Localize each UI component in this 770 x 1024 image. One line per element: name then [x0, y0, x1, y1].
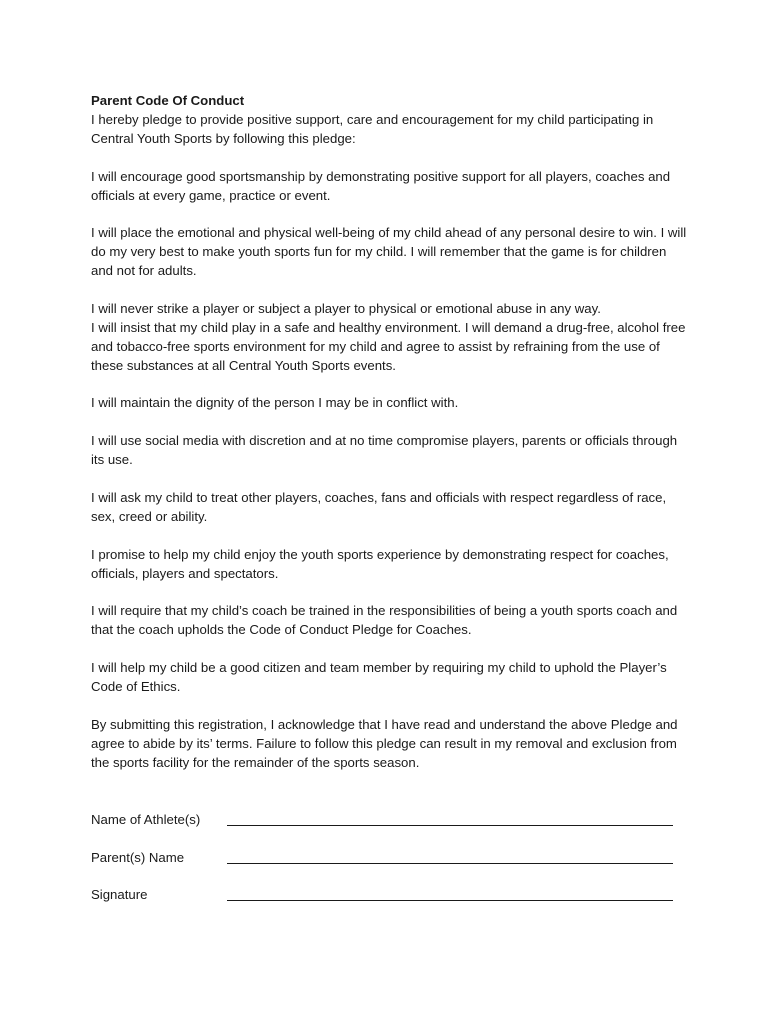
intro-paragraph: I hereby pledge to provide positive support, care and encouragement for my child participating in Central Youth Sports by following this pledge: — [91, 111, 654, 146]
document-body — [91, 92, 691, 922]
signature-fields — [91, 809, 691, 903]
pledge-paragraph: I promise to help my child enjoy the youth sports experience by demonstrating respect for coaches, officials, players and spectators. — [91, 546, 669, 581]
pledge-paragraph: I will place the emotional and physical well-being of my child ahead of any personal desire to win. I will do my very best to make youth sports fun for my child. I will remember that the game is for children and not for adults. — [91, 225, 687, 279]
parent-name-label: Parent(s) Name — [91, 849, 185, 865]
signature-label: Signature — [91, 887, 148, 903]
signature-row — [91, 884, 691, 903]
pledge-paragraph: I will require that my child’s coach be trained in the responsibilities of being a youth sports coach and that the coach upholds the Code of Conduct Pledge for Coaches. — [91, 603, 678, 638]
parent-name-field[interactable] — [227, 849, 673, 864]
pledge-line: I will insist that my child play in a safe and healthy environment. I will demand a drug-free, alcohol free and tobacco-free sports environment for my child and agree to assist by refraining from the use of these substances at all Central Youth Sports events. — [91, 319, 686, 373]
signature-field[interactable] — [227, 886, 673, 901]
athlete-name-label: Name of Athlete(s) — [91, 812, 201, 828]
athlete-name-row — [91, 809, 691, 828]
pledge-paragraph: I will maintain the dignity of the person I may be in conflict with. — [91, 395, 459, 411]
parent-name-row — [91, 847, 691, 866]
pledge-paragraph: I will ask my child to treat other players, coaches, fans and officials with respect regardless of race, sex, creed or ability. — [91, 489, 667, 524]
athlete-name-field[interactable] — [227, 811, 673, 826]
pledge-group — [91, 300, 691, 376]
pledge-paragraph: I will help my child be a good citizen and team member by requiring my child to uphold the Player’s Code of Ethics. — [91, 660, 667, 694]
document-title: Parent Code Of Conduct — [91, 93, 245, 108]
pledge-paragraph: I will use social media with discretion and at no time compromise players, parents or officials through its use. — [91, 433, 678, 468]
pledge-line: I will never strike a player or subject a player to physical or emotional abuse in any way. — [91, 300, 601, 316]
pledge-paragraph: I will encourage good sportsmanship by demonstrating positive support for all players, coaches and officials at every game, practice or event. — [91, 168, 671, 203]
acknowledgement-paragraph: By submitting this registration, I acknowledge that I have read and understand the above Pledge and agree to abide by its’ terms. Failure to follow this pledge can result in my removal and exclusion from the sports facility for the remainder of the sports season. — [91, 716, 678, 770]
